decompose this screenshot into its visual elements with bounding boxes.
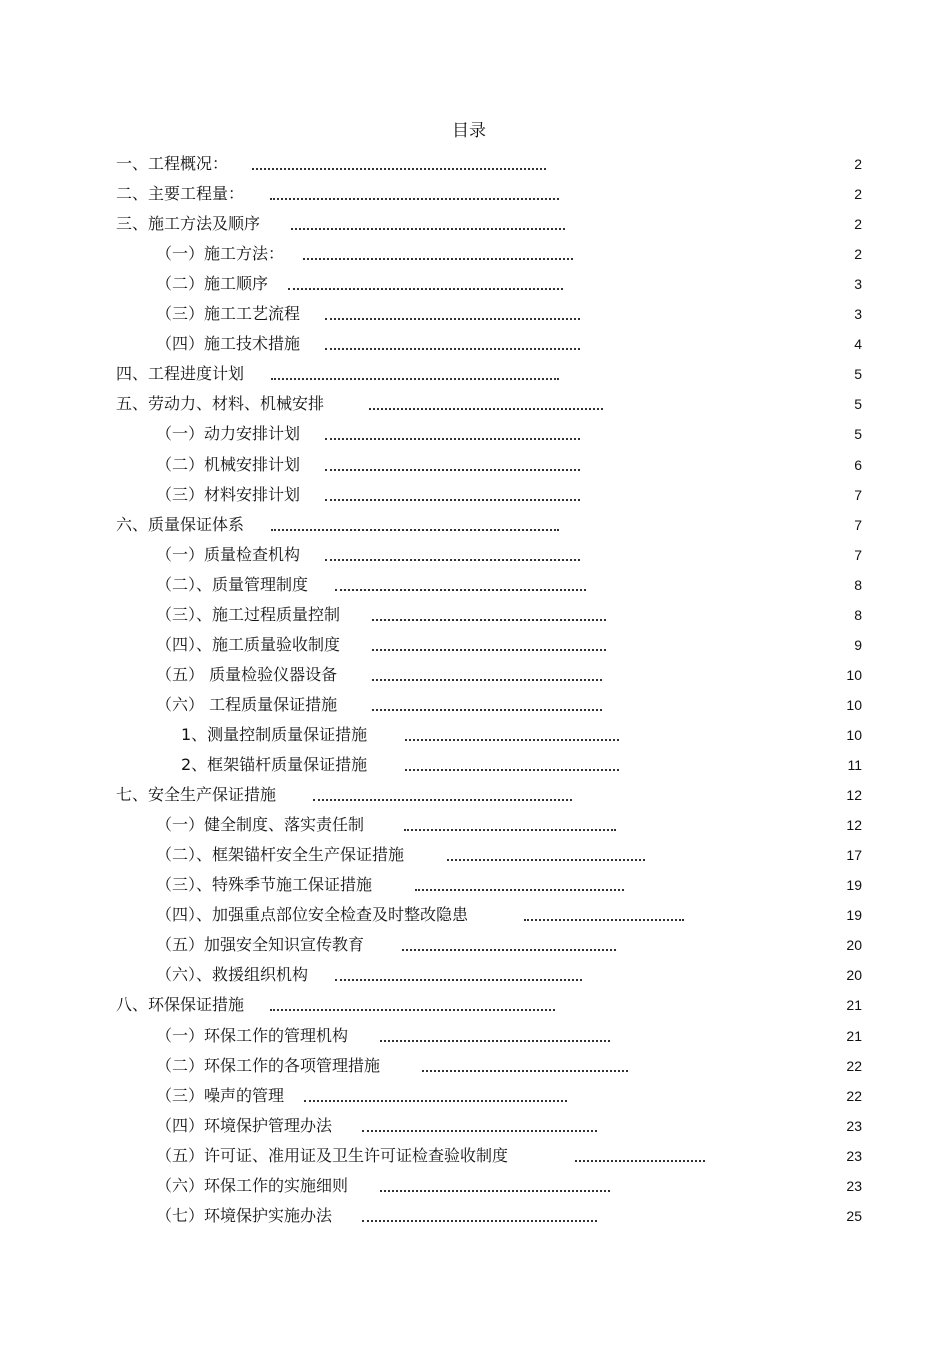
toc-entry-page-number: 12	[846, 787, 862, 804]
toc-dot-leader	[335, 979, 582, 981]
toc-dot-leader	[325, 499, 580, 501]
toc-entry[interactable]	[0, 1141, 950, 1171]
toc-entry-page-number: 5	[854, 426, 862, 443]
toc-entry[interactable]	[0, 389, 950, 419]
toc-dot-leader	[575, 1160, 705, 1162]
toc-entry-label: （五）许可证、准用证及卫生许可证检查验收制度	[156, 1145, 509, 1165]
toc-entry-page-number: 22	[846, 1057, 862, 1074]
toc-dot-leader	[325, 438, 580, 440]
toc-entry[interactable]	[0, 720, 950, 750]
toc-entry-page-number: 2	[854, 246, 862, 263]
toc-dot-leader	[380, 1040, 610, 1042]
toc-dot-leader	[362, 1220, 597, 1222]
toc-entry-label: （二）施工顺序	[156, 274, 269, 294]
toc-entry[interactable]	[0, 690, 950, 720]
toc-entry[interactable]	[0, 840, 950, 870]
toc-entry-label: （一）健全制度、落实责任制	[156, 815, 365, 835]
toc-dot-leader	[404, 829, 616, 831]
toc-entry[interactable]	[0, 900, 950, 930]
toc-dot-leader	[402, 949, 616, 951]
toc-entry-label: （三）、施工过程质量控制	[156, 604, 341, 624]
toc-entry-page-number: 12	[846, 817, 862, 834]
toc-entry-page-number: 5	[854, 366, 862, 383]
toc-entry[interactable]	[0, 810, 950, 840]
toc-entry[interactable]	[0, 359, 950, 389]
toc-entry[interactable]	[0, 870, 950, 900]
toc-entry-label: 六、质量保证体系	[116, 514, 245, 534]
toc-entry-label: 2、框架锚杆质量保证措施	[181, 755, 368, 774]
toc-entry-page-number: 5	[854, 396, 862, 413]
toc-entry-label: （六）环保工作的实施细则	[156, 1175, 349, 1195]
toc-dot-leader	[252, 168, 546, 170]
toc-entry[interactable]	[0, 960, 950, 990]
toc-entry-page-number: 4	[854, 336, 862, 353]
toc-entry-label: （六）、救援组织机构	[156, 965, 309, 985]
toc-entry-label: （三）噪声的管理	[156, 1085, 285, 1105]
toc-dot-leader	[288, 288, 563, 290]
toc-entry[interactable]	[0, 570, 950, 600]
toc-entry-label: （二）机械安排计划	[156, 454, 301, 474]
toc-entry[interactable]	[0, 179, 950, 209]
toc-entry[interactable]	[0, 480, 950, 510]
toc-entry-label: （四）、加强重点部位安全检查及时整改隐患	[156, 905, 469, 925]
toc-entry[interactable]	[0, 780, 950, 810]
toc-entry-label: 三、施工方法及顺序	[116, 214, 261, 234]
toc-dot-leader	[304, 1100, 567, 1102]
toc-entry[interactable]	[0, 149, 950, 179]
toc-dot-leader	[372, 649, 606, 651]
toc-dot-leader	[405, 739, 619, 741]
toc-entry-page-number: 21	[846, 1027, 862, 1044]
toc-dot-leader	[291, 228, 565, 230]
toc-entry[interactable]	[0, 660, 950, 690]
toc-dot-leader	[325, 559, 580, 561]
toc-entry[interactable]	[0, 750, 950, 780]
toc-entry[interactable]	[0, 1021, 950, 1051]
toc-entry[interactable]	[0, 1081, 950, 1111]
toc-entry-label: 八、环保保证措施	[116, 995, 245, 1015]
toc-entry-label: 1、测量控制质量保证措施	[181, 725, 368, 744]
toc-entry-label: 四、工程进度计划	[116, 364, 245, 384]
toc-dot-leader	[415, 889, 624, 891]
toc-dot-leader	[303, 258, 573, 260]
toc-entry-label: （四）施工技术措施	[156, 334, 301, 354]
toc-entry[interactable]	[0, 600, 950, 630]
toc-entry[interactable]	[0, 630, 950, 660]
toc-dot-leader	[447, 859, 645, 861]
toc-entry-page-number: 25	[846, 1207, 862, 1224]
toc-entry-label: （一）环保工作的管理机构	[156, 1025, 349, 1045]
toc-dot-leader	[325, 348, 580, 350]
toc-entry-label: （五）加强安全知识宣传教育	[156, 935, 365, 955]
toc-entry[interactable]	[0, 990, 950, 1020]
toc-entry-label: （五） 质量检验仪器设备	[156, 664, 338, 684]
toc-entry-page-number: 19	[846, 907, 862, 924]
toc-entry-page-number: 6	[854, 456, 862, 473]
toc-entry-page-number: 7	[854, 486, 862, 503]
toc-entry[interactable]	[0, 329, 950, 359]
toc-entry-page-number: 23	[846, 1177, 862, 1194]
toc-dot-leader	[270, 198, 559, 200]
toc-entry-page-number: 17	[846, 847, 862, 864]
toc-entry[interactable]	[0, 419, 950, 449]
toc-entry-label: （二）、框架锚杆安全生产保证措施	[156, 845, 405, 865]
toc-entry[interactable]	[0, 450, 950, 480]
toc-entry[interactable]	[0, 510, 950, 540]
toc-entry-label: （三）施工工艺流程	[156, 304, 301, 324]
toc-entry-page-number: 10	[846, 696, 862, 713]
toc-dot-leader	[325, 469, 580, 471]
toc-dot-leader	[335, 589, 586, 591]
toc-dot-leader	[271, 378, 559, 380]
toc-dot-leader	[271, 529, 559, 531]
toc-entry[interactable]	[0, 239, 950, 269]
toc-entry[interactable]	[0, 1171, 950, 1201]
toc-entry-page-number: 2	[854, 186, 862, 203]
toc-entry-page-number: 10	[846, 727, 862, 743]
toc-entry-page-number: 2	[854, 216, 862, 233]
toc-dot-leader	[380, 1190, 610, 1192]
toc-dot-leader	[524, 919, 684, 921]
toc-entry-label: （三）、特殊季节施工保证措施	[156, 875, 373, 895]
toc-entry-page-number: 11	[847, 757, 862, 773]
toc-entry[interactable]	[0, 299, 950, 329]
toc-entry[interactable]	[0, 209, 950, 239]
toc-entry-label: （七）环境保护实施办法	[156, 1205, 333, 1225]
toc-entry-page-number: 7	[854, 546, 862, 563]
toc-entry-label: （一）动力安排计划	[156, 424, 301, 444]
toc-entry-label: （四）、施工质量验收制度	[156, 634, 341, 654]
toc-entry-label: （六） 工程质量保证措施	[156, 694, 338, 714]
toc-dot-leader	[313, 799, 572, 801]
toc-dot-leader	[369, 408, 603, 410]
toc-entry-page-number: 20	[846, 937, 862, 954]
toc-entry-label: （二）、质量管理制度	[156, 574, 309, 594]
toc-entry-label: 二、主要工程量：	[116, 184, 245, 204]
toc-entry-page-number: 23	[846, 1117, 862, 1134]
toc-entry-page-number: 22	[846, 1087, 862, 1104]
toc-entry-label: （一）施工方法：	[156, 244, 285, 264]
toc-entry-page-number: 2	[854, 156, 862, 172]
toc-entry-label: 七、安全生产保证措施	[116, 785, 277, 805]
toc-entry-label: 五、劳动力、材料、机械安排	[116, 394, 325, 414]
toc-entry-label: （三）材料安排计划	[156, 484, 301, 504]
toc-entry-label: （二）环保工作的各项管理措施	[156, 1055, 381, 1075]
toc-entry[interactable]	[0, 930, 950, 960]
toc-entry-page-number: 10	[846, 666, 862, 683]
toc-entry-page-number: 21	[846, 997, 862, 1014]
toc-entry[interactable]	[0, 1201, 950, 1231]
toc-dot-leader	[372, 679, 602, 681]
toc-entry-page-number: 9	[854, 636, 862, 653]
toc-entry-label: 一、工程概况：	[116, 154, 229, 173]
toc-entry-page-number: 3	[854, 306, 862, 323]
toc-dot-leader	[405, 769, 619, 771]
toc-entry[interactable]	[0, 1051, 950, 1081]
toc-entry[interactable]	[0, 269, 950, 299]
toc-title: 目录	[452, 121, 486, 141]
toc-entry-page-number: 3	[854, 276, 862, 293]
toc-dot-leader	[422, 1070, 628, 1072]
toc-entry-page-number: 23	[846, 1147, 862, 1164]
toc-entry[interactable]	[0, 1111, 950, 1141]
toc-entry[interactable]	[0, 540, 950, 570]
toc-dot-leader	[372, 619, 606, 621]
toc-entry-page-number: 8	[854, 576, 862, 593]
toc-entry-page-number: 20	[846, 967, 862, 984]
toc-dot-leader	[325, 318, 580, 320]
toc-entry-page-number: 8	[854, 606, 862, 623]
toc-dot-leader	[372, 709, 602, 711]
toc-entry-label: （一）质量检查机构	[156, 544, 301, 564]
toc-dot-leader	[270, 1009, 555, 1011]
toc-entry-label: （四）环境保护管理办法	[156, 1115, 333, 1135]
toc-entry-page-number: 19	[846, 877, 862, 894]
toc-dot-leader	[362, 1130, 597, 1132]
toc-entry-page-number: 7	[854, 516, 862, 533]
